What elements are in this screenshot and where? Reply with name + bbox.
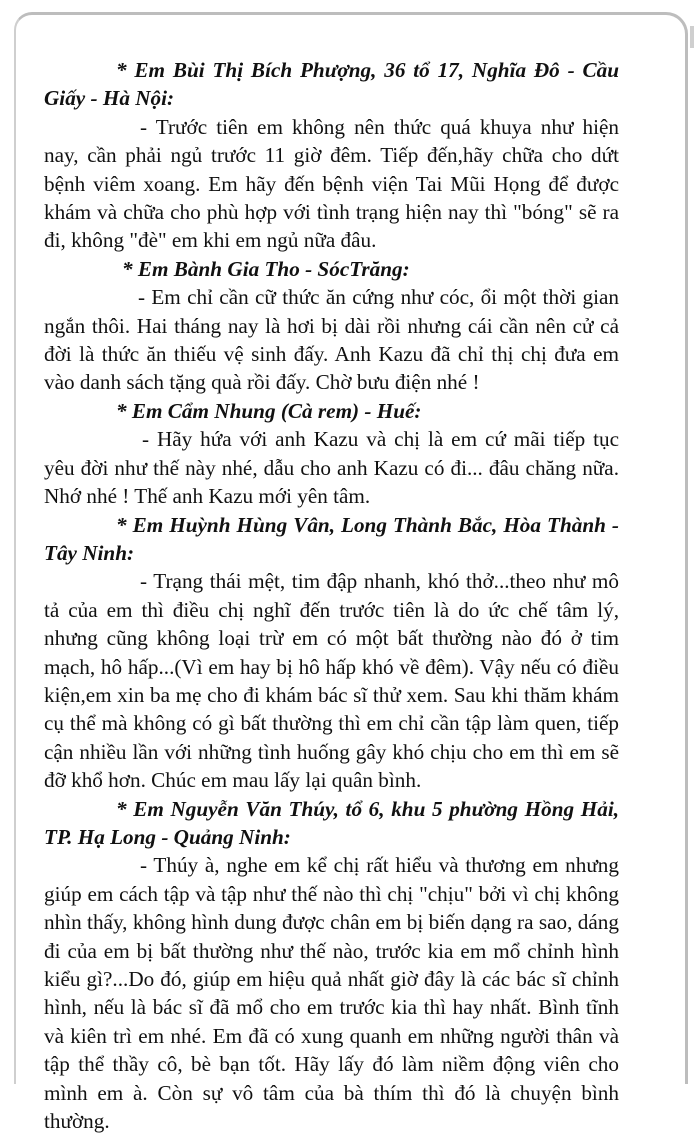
letter-entry-1 (44, 56, 619, 255)
scan-edge-mark (690, 26, 694, 48)
entry-reply: - Trạng thái mệt, tim đập nhanh, khó thở...theo như mô tả của em thì điều chị nghĩ đến trước tiên là do ức chế tâm lý, nhưng cũng không loại trừ em có một bất thường nào đó ở tim mạch, hô hấp...(Vì em hay bị hô hấp khó về đêm). Vậy nếu có điều kiện,em xin ba mẹ cho đi khám bác sĩ thử xem. Sau khi thăm khám cụ thể mà không có gì bất thường thì em chỉ cần tập làm quen, tiếp cận nhiều lần với những tình huống gây khó chịu cho em thì em sẽ đỡ khổ hơn. Chúc em mau lấy lại quân bình. (44, 569, 619, 793)
entry-reply: - Em chỉ cần cữ thức ăn cứng như cóc, ổi một thời gian ngắn thôi. Hai tháng nay là hơi bị dài rồi nhưng cái cần nên cử cả đời là thức ăn thiếu vệ sinh đấy. Anh Kazu đã chỉ thị chị đưa em vào danh sách tặng quà rồi đấy. Chờ bưu điện nhé ! (44, 285, 619, 395)
entry-reply: - Hãy hứa với anh Kazu và chị là em cứ mãi tiếp tục yêu đời như thế này nhé, dẫu cho anh Kazu có đi... đâu chăng nữa. Nhớ nhé ! Thế anh Kazu mới yên tâm. (44, 427, 619, 509)
letter-entry-3 (44, 397, 619, 511)
entry-header: * Em Huỳnh Hùng Vân, Long Thành Bắc, Hòa Thành - Tây Ninh: (44, 512, 619, 565)
entry-reply: - Trước tiên em không nên thức quá khuya như hiện nay, cần phải ngủ trước 11 giờ đêm. Tiếp đến,hãy chữa cho dứt bệnh viêm xoang. Em hãy đến bệnh viện Tai Mũi Họng để được khám và chữa cho phù hợp với tình trạng hiện nay thì "bóng" sẽ ra đi, không "đè" em khi em ngủ nữa đâu. (44, 114, 619, 253)
letter-entry-5 (44, 795, 619, 1135)
letters-column (44, 56, 619, 1135)
entry-header: * Em Bùi Thị Bích Phượng, 36 tổ 17, Nghĩa Đô - Cầu Giấy - Hà Nội: (44, 58, 619, 111)
letter-entry-2 (44, 255, 619, 397)
entry-header: * Em Nguyễn Văn Thúy, tổ 6, khu 5 phường Hồng Hải, TP. Hạ Long - Quảng Ninh: (44, 796, 619, 849)
entry-header: * Em Cẩm Nhung (Cà rem) - Huế: (116, 398, 422, 423)
entry-reply: - Thúy à, nghe em kể chị rất hiểu và thương em nhưng giúp em cách tập và tập như thế nào thì chị "chịu" bởi vì chị không nhìn thấy, không hình dung được chân em bị biến dạng ra sao, dáng đi của em bị bất thường như thế nào, trước kia em mổ chỉnh hình kiểu gì?...Do đó, giúp em hiệu quả nhất giờ đây là các bác sĩ chỉnh hình, nếu là bác sĩ đã mổ cho em trước kia thì hay nhất. Bình tĩnh và kiên trì em nhé. Em đã có xung quanh em những người thân và tập thể thầy cô, bè bạn tốt. Hãy lấy đó làm niềm động viên cho mình em à. Còn sự vô tâm của bà thím thì đó là chuyện bình thường. (44, 853, 619, 1134)
letter-entry-4 (44, 511, 619, 795)
entry-header: * Em Bành Gia Tho - SócTrăng: (122, 256, 410, 281)
